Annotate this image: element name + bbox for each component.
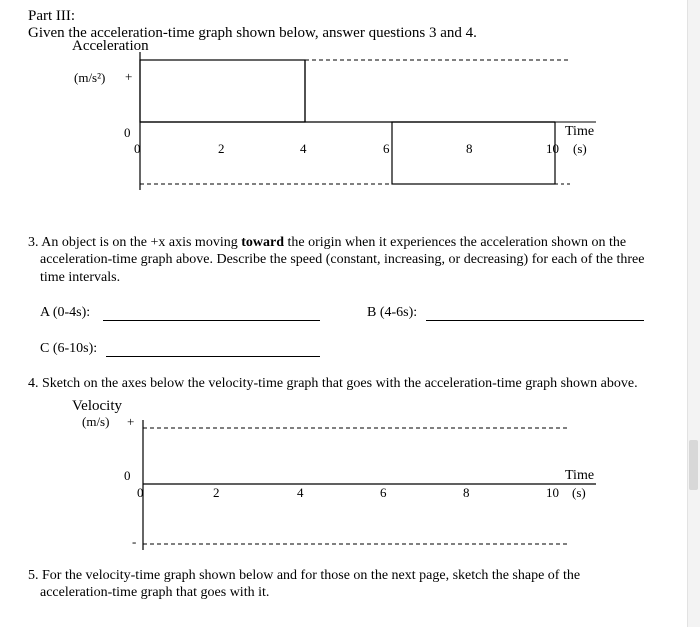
q4-text: 4. Sketch on the axes below the velocity-time graph that goes with the acceleration-time graph shown above.: [28, 376, 638, 391]
q3-line-3: time intervals.: [40, 270, 121, 285]
accel-tick-4: 4: [300, 141, 307, 156]
velocity-axis-label: Velocity: [72, 398, 122, 414]
accel-tick-2: 2: [218, 141, 225, 156]
velocity-unit-label: (m/s): [82, 414, 110, 429]
vertical-scrollbar[interactable]: [687, 0, 700, 627]
accel-zero-label: 0: [124, 125, 131, 140]
velocity-tick-2: 2: [213, 485, 220, 500]
accel-tick-10: 10: [546, 141, 559, 156]
velocity-minus-sign: -: [132, 534, 137, 549]
part-heading: Part III:: [28, 8, 76, 24]
velocity-time-label: Time: [565, 468, 595, 483]
velocity-zero-label: 0: [124, 468, 131, 483]
accel-tick-8: 8: [466, 141, 473, 156]
velocity-tick-6: 6: [380, 485, 387, 500]
accel-time-unit: (s): [573, 141, 587, 156]
intro-text: Given the acceleration-time graph shown below, answer questions 3 and 4.: [28, 25, 477, 41]
accel-tick-0: 0: [134, 141, 141, 156]
velocity-tick-4: 4: [297, 485, 304, 500]
q3-line-1: 3. An object is on the +x axis moving toward the origin when it experiences the acceleration shown on the: [28, 235, 627, 250]
q3-line-2: acceleration-time graph above. Describe the speed (constant, increasing, or decreasing) for each of the three: [40, 252, 645, 267]
q3-a-label: A (0-4s):: [40, 305, 91, 320]
velocity-tick-10: 10: [546, 485, 559, 500]
q3-c-label: C (6-10s):: [40, 341, 98, 356]
accel-plus-sign: +: [125, 69, 133, 84]
q3-b-label: B (4-6s):: [367, 305, 418, 320]
accel-unit-label: (m/s²): [74, 70, 106, 85]
accel-time-label: Time: [565, 124, 595, 139]
scrollbar-thumb[interactable]: [689, 440, 698, 490]
accel-tick-6: 6: [383, 141, 390, 156]
velocity-tick-0: 0: [137, 485, 144, 500]
velocity-time-unit: (s): [572, 485, 586, 500]
velocity-plus-sign: +: [127, 414, 135, 429]
q5-line-1: 5. For the velocity-time graph shown below and for those on the next page, sketch the shape of the: [28, 568, 581, 583]
q5-line-2: acceleration-time graph that goes with it.: [40, 585, 270, 600]
velocity-tick-8: 8: [463, 485, 470, 500]
accel-axis-label: Acceleration: [72, 38, 149, 54]
